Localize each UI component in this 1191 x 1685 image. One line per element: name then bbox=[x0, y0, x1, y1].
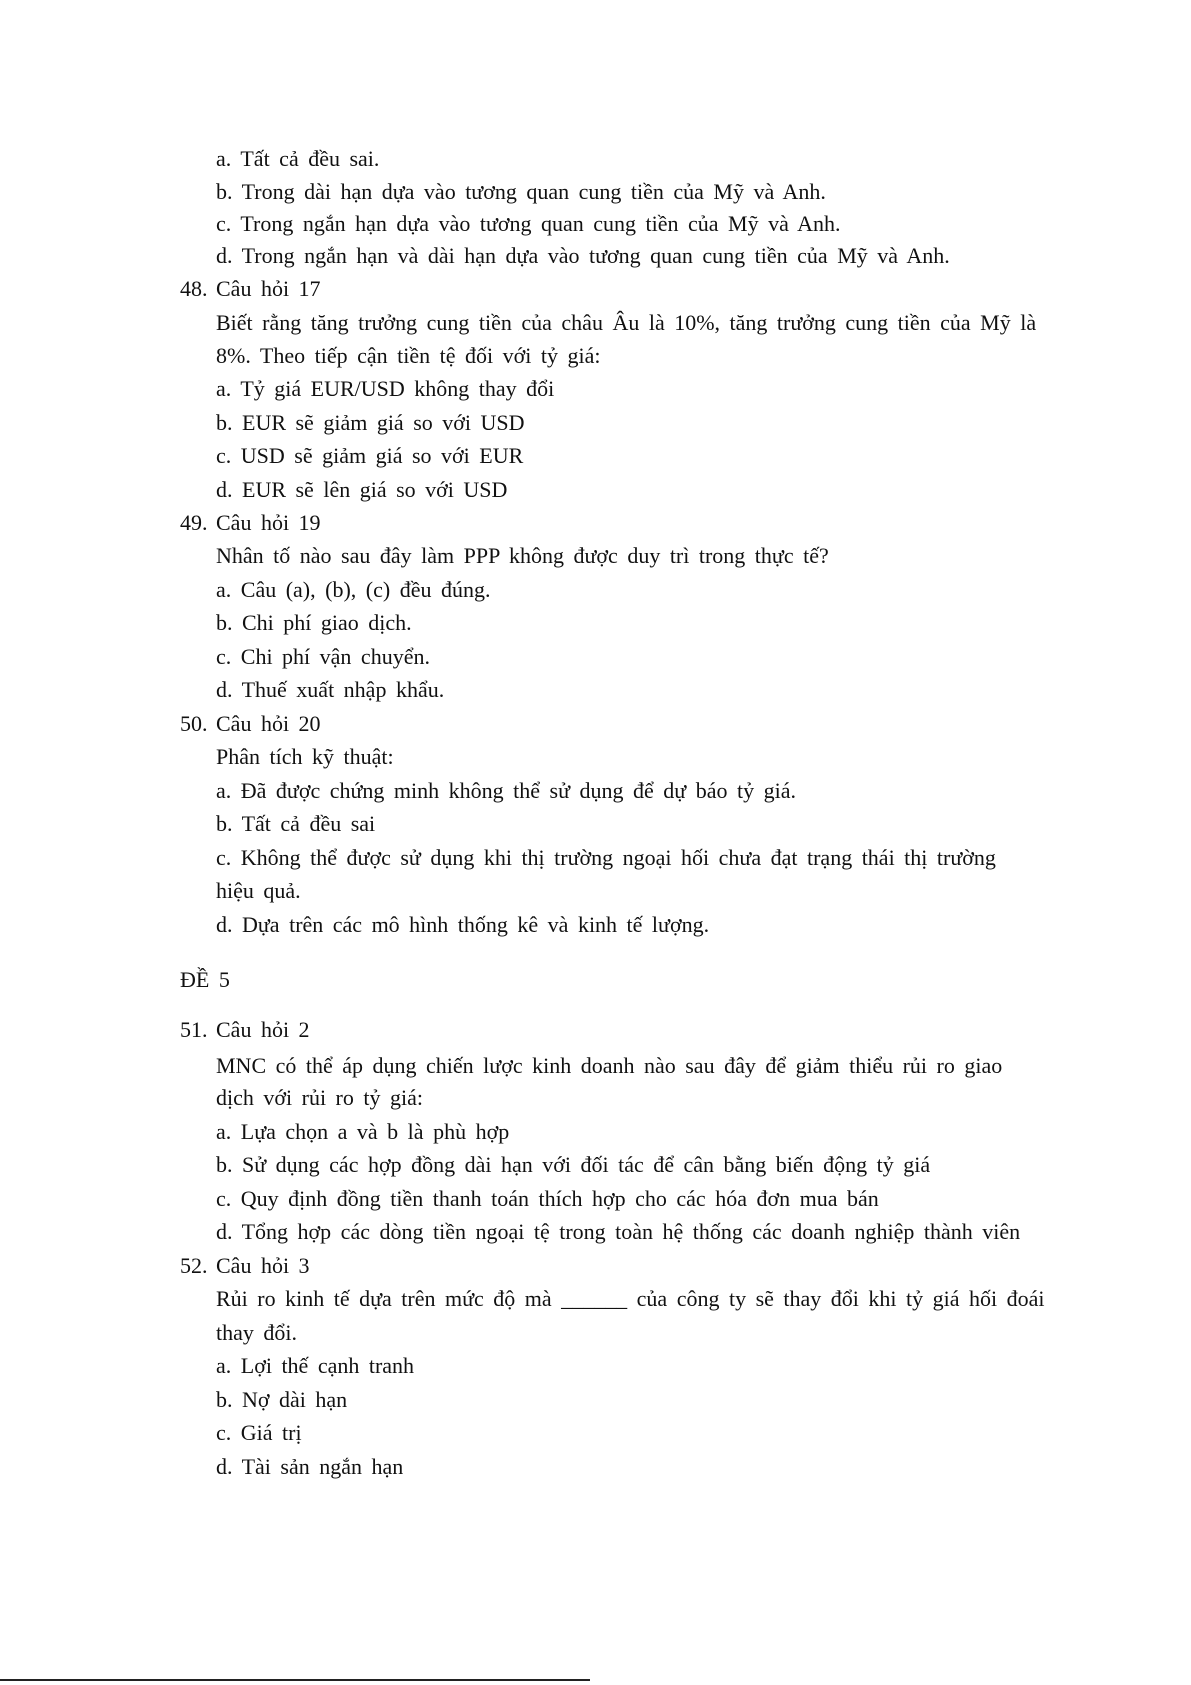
q52-text-line2: thay đổi. bbox=[216, 1320, 297, 1345]
q52-option-b: b. Nợ dài hạn bbox=[216, 1387, 348, 1412]
q48-text-line2: 8%. Theo tiếp cận tiền tệ đối với tỷ giá: bbox=[216, 343, 601, 368]
q51-option-c: c. Quy định đồng tiền thanh toán thích hợp cho các hóa đơn mua bán bbox=[216, 1186, 879, 1211]
q48-title: Câu hỏi 17 bbox=[216, 276, 321, 301]
q51-text-line1: MNC có thể áp dụng chiến lược kinh doanh nào sau đây để giảm thiểu rủi ro giao bbox=[216, 1053, 1003, 1078]
q52-option-c: c. Giá trị bbox=[216, 1420, 302, 1445]
q50-option-a: a. Đã được chứng minh không thể sử dụng để dự báo tỷ giá. bbox=[216, 778, 796, 803]
bottom-divider bbox=[0, 1679, 590, 1681]
q49-option-c: c. Chi phí vận chuyển. bbox=[216, 644, 430, 669]
q47-option-d: d. Trong ngắn hạn và dài hạn dựa vào tương quan cung tiền của Mỹ và Anh. bbox=[216, 243, 950, 268]
q52-title: Câu hỏi 3 bbox=[216, 1253, 310, 1278]
q48-number: 48. bbox=[180, 276, 208, 301]
q50-option-c-cont: hiệu quả. bbox=[216, 878, 301, 903]
q49-number: 49. bbox=[180, 510, 208, 535]
q48-option-c: c. USD sẽ giảm giá so với EUR bbox=[216, 443, 524, 468]
section-title: ĐỀ 5 bbox=[180, 967, 230, 992]
q49-title: Câu hỏi 19 bbox=[216, 510, 321, 535]
q51-text-line2: dịch với rủi ro tỷ giá: bbox=[216, 1085, 423, 1110]
q49-text-line1: Nhân tố nào sau đây làm PPP không được duy trì trong thực tế? bbox=[216, 543, 829, 568]
q48-option-d: d. EUR sẽ lên giá so với USD bbox=[216, 477, 508, 502]
q52-option-d: d. Tài sản ngắn hạn bbox=[216, 1454, 404, 1479]
q50-option-c: c. Không thể được sử dụng khi thị trường ngoại hối chưa đạt trạng thái thị trường bbox=[216, 845, 996, 870]
q50-number: 50. bbox=[180, 711, 208, 736]
q52-text-line1: Rủi ro kinh tế dựa trên mức độ mà ______ của công ty sẽ thay đổi khi tỷ giá hối đoái bbox=[216, 1286, 1045, 1311]
q49-option-d: d. Thuế xuất nhập khẩu. bbox=[216, 677, 445, 702]
q51-option-b: b. Sử dụng các hợp đồng dài hạn với đối tác để cân bằng biến động tỷ giá bbox=[216, 1152, 931, 1177]
q51-option-d: d. Tổng hợp các dòng tiền ngoại tệ trong toàn hệ thống các doanh nghiệp thành viên bbox=[216, 1219, 1021, 1244]
q50-text-line1: Phân tích kỹ thuật: bbox=[216, 744, 394, 769]
q50-title: Câu hỏi 20 bbox=[216, 711, 321, 736]
q47-option-c: c. Trong ngắn hạn dựa vào tương quan cung tiền của Mỹ và Anh. bbox=[216, 211, 841, 236]
q49-option-b: b. Chi phí giao dịch. bbox=[216, 610, 412, 635]
q52-option-a: a. Lợi thế cạnh tranh bbox=[216, 1353, 415, 1378]
q48-option-a: a. Tỷ giá EUR/USD không thay đổi bbox=[216, 376, 555, 401]
q50-option-d: d. Dựa trên các mô hình thống kê và kinh tế lượng. bbox=[216, 912, 710, 937]
q48-text-line1: Biết rằng tăng trưởng cung tiền của châu Âu là 10%, tăng trưởng cung tiền của Mỹ là bbox=[216, 310, 1037, 335]
q51-number: 51. bbox=[180, 1017, 208, 1042]
q50-option-b: b. Tất cả đều sai bbox=[216, 811, 376, 836]
q52-number: 52. bbox=[180, 1253, 208, 1278]
q49-option-a: a. Câu (a), (b), (c) đều đúng. bbox=[216, 577, 491, 602]
q48-option-b: b. EUR sẽ giảm giá so với USD bbox=[216, 410, 525, 435]
q51-title: Câu hỏi 2 bbox=[216, 1017, 310, 1042]
q51-option-a: a. Lựa chọn a và b là phù hợp bbox=[216, 1119, 510, 1144]
q47-option-a: a. Tất cả đều sai. bbox=[216, 146, 380, 171]
q47-option-b: b. Trong dài hạn dựa vào tương quan cung tiền của Mỹ và Anh. bbox=[216, 179, 826, 204]
